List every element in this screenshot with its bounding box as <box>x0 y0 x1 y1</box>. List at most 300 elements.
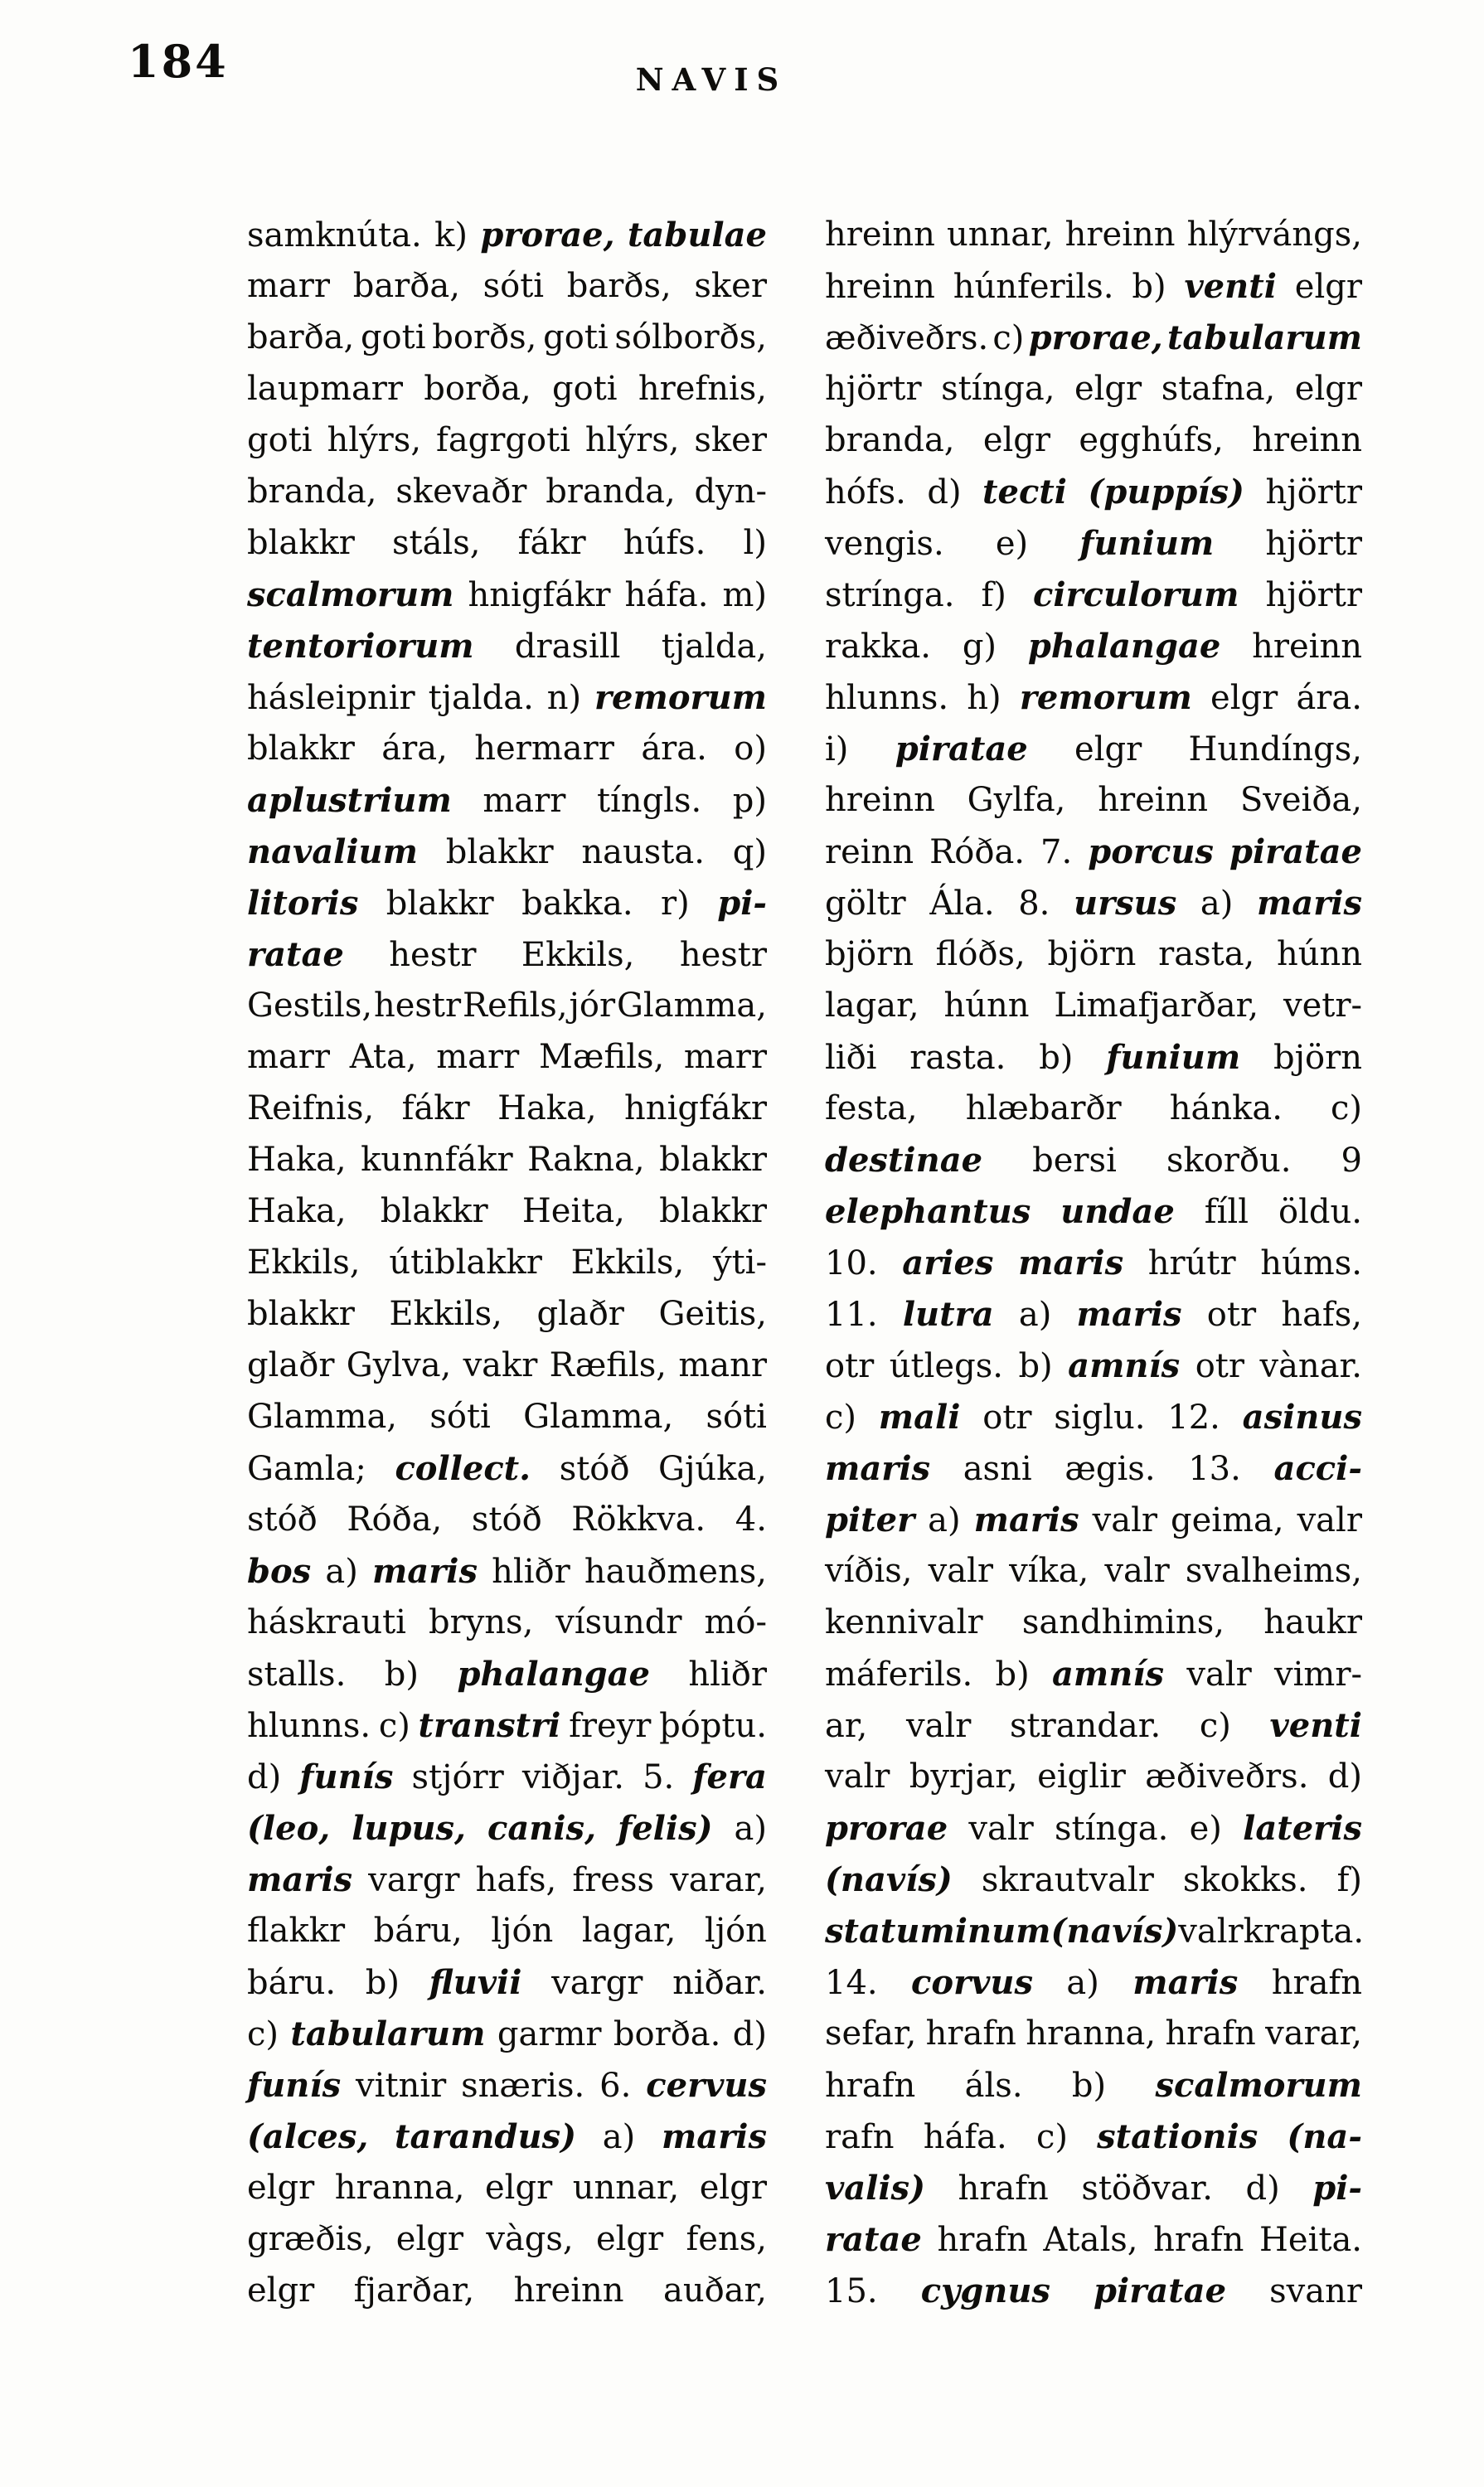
text-line <box>825 1757 1362 1809</box>
word: rafn <box>825 2118 895 2156</box>
text-line <box>825 2014 1362 2066</box>
text-line <box>247 370 767 421</box>
word: 11. <box>825 1296 878 1334</box>
word: Ekkils, <box>570 1244 685 1282</box>
word: lutra <box>902 1295 994 1334</box>
text-line <box>247 1192 767 1244</box>
word: b) <box>1071 2067 1107 2105</box>
word: laupmarr <box>247 370 404 408</box>
word: hrafn <box>1153 2221 1244 2259</box>
text-line <box>825 1346 1362 1398</box>
word: d) <box>927 473 962 511</box>
word: b) <box>384 1656 419 1694</box>
word: borða. <box>613 2015 721 2053</box>
text-line <box>825 1860 1362 1912</box>
text-line <box>825 884 1362 935</box>
left-column <box>247 216 767 2323</box>
word: goti <box>543 318 609 356</box>
text-line <box>247 1346 767 1398</box>
word: elgr <box>395 2220 463 2258</box>
text-line <box>825 575 1362 627</box>
word: elgr <box>485 2169 553 2207</box>
word: unnar, <box>946 216 1054 254</box>
word: húms. <box>1260 1244 1362 1282</box>
text-line <box>825 1192 1362 1244</box>
word: viðjar. <box>521 1758 624 1796</box>
word: ára, <box>381 730 448 768</box>
word: marr <box>247 267 331 305</box>
text-line <box>825 473 1362 524</box>
text-line <box>247 627 767 678</box>
word: otr <box>982 1399 1032 1437</box>
word: hliðr <box>688 1656 767 1694</box>
word: 15. <box>825 2272 878 2310</box>
text-line <box>247 1809 767 1860</box>
word: statuminum <box>825 1912 1051 1951</box>
word: corvus <box>911 1963 1033 2002</box>
word: freyr <box>569 1707 652 1745</box>
word: b) <box>1132 268 1166 306</box>
word: Glamma, <box>523 1398 674 1436</box>
word: 4. <box>735 1500 767 1539</box>
word: rakka. <box>825 628 932 666</box>
word: collect. <box>395 1449 531 1488</box>
word: otr <box>1195 1347 1244 1385</box>
word: báru, <box>373 1912 463 1950</box>
word: hrefnis, <box>638 370 767 408</box>
word: sóti <box>483 267 545 305</box>
word: litoris <box>247 884 359 923</box>
word: elephantus <box>825 1192 1031 1231</box>
word: r) <box>661 885 690 923</box>
word: glaðr <box>247 1346 335 1384</box>
text-line <box>247 473 767 524</box>
word: hranna, <box>334 2169 465 2207</box>
text-line <box>247 1603 767 1655</box>
word: tabulae <box>627 216 767 255</box>
word: canis, <box>487 1809 596 1848</box>
right-column <box>825 216 1365 2323</box>
word: tjalda, <box>661 628 767 666</box>
word: fíll <box>1204 1193 1249 1231</box>
word: máferils. <box>825 1656 973 1694</box>
word: hásleipnir <box>247 679 415 717</box>
word: d) <box>1327 1757 1362 1796</box>
word: drasill <box>514 628 621 666</box>
word: blakkr <box>380 1192 488 1230</box>
word: fákr <box>401 1089 470 1127</box>
word: Ræfils, <box>549 1346 667 1384</box>
word: hnigfákr <box>468 576 611 614</box>
word: hlýrvángs, <box>1186 216 1362 254</box>
word: hreinn <box>825 216 935 254</box>
word: vànar. <box>1259 1347 1362 1385</box>
word: q) <box>732 833 767 871</box>
word: hófs. <box>825 473 906 511</box>
text-line <box>825 1141 1362 1192</box>
word: valr <box>1178 1913 1244 1951</box>
text-line <box>247 987 767 1038</box>
word: auðar, <box>662 2271 767 2310</box>
word: háskrauti <box>247 1603 406 1641</box>
page-number: 184 <box>128 35 229 88</box>
word: valis) <box>825 2169 925 2208</box>
word: hrafn <box>958 2169 1049 2208</box>
word: rasta, <box>1158 935 1255 973</box>
word: stalls. <box>247 1656 347 1694</box>
word: funís <box>247 2066 342 2105</box>
text-line <box>247 1912 767 1963</box>
word: fens, <box>686 2220 767 2258</box>
word: maris <box>661 2117 767 2156</box>
word: niðar. <box>672 1964 767 2002</box>
word: Refils, <box>463 987 568 1025</box>
text-line <box>247 2220 767 2271</box>
word: flóðs, <box>935 935 1026 973</box>
word: c) <box>1035 2118 1068 2156</box>
word: piratae <box>895 730 1028 768</box>
word: marr <box>436 1038 520 1076</box>
word: c) <box>992 319 1025 357</box>
text-line <box>247 575 767 627</box>
word: f) <box>1336 1861 1362 1899</box>
text-line <box>247 832 767 884</box>
word: dyn- <box>694 473 767 511</box>
word: ursus <box>1073 884 1177 923</box>
word: valr <box>905 1707 972 1745</box>
word: húfs. <box>623 524 706 562</box>
word: asinus <box>1242 1398 1362 1437</box>
word: stínga. <box>1055 1810 1169 1848</box>
word: valr <box>968 1810 1034 1848</box>
text-line <box>825 318 1362 370</box>
word: Ata, <box>349 1038 417 1076</box>
text-line <box>247 216 767 267</box>
text-line <box>825 627 1362 678</box>
word: c) <box>1199 1707 1231 1745</box>
word: hlunns. <box>825 679 949 717</box>
word: vimr- <box>1274 1656 1362 1694</box>
word: unnar, <box>572 2169 680 2207</box>
word: Mæfils, <box>538 1038 665 1076</box>
word: húnn <box>943 987 1030 1025</box>
word: Geitis, <box>658 1295 767 1333</box>
word: a) <box>928 1501 961 1539</box>
text-line <box>825 1809 1362 1860</box>
word: mó- <box>704 1603 767 1641</box>
word: vargr <box>368 1861 460 1899</box>
word: hermarr <box>474 730 614 768</box>
word: Glamma, <box>616 987 767 1025</box>
word: hestr <box>389 936 477 974</box>
text-line <box>825 1089 1362 1141</box>
word: funís <box>299 1757 394 1796</box>
word: skevaðr <box>395 473 527 511</box>
word: aplustrium <box>247 781 452 820</box>
word: 7. <box>1040 833 1073 871</box>
word: skokks. <box>1182 1861 1308 1899</box>
word: asni <box>963 1450 1032 1488</box>
word: Gestils, <box>247 987 373 1025</box>
text-line <box>247 1295 767 1346</box>
word: b) <box>1018 1347 1053 1385</box>
word: flakkr <box>247 1912 346 1950</box>
word: c) <box>825 1399 857 1437</box>
text-line <box>825 1912 1365 1963</box>
text-line <box>247 2169 767 2220</box>
word: tabularum <box>1166 318 1362 357</box>
word: fera <box>692 1757 767 1796</box>
word: Róða, <box>347 1500 443 1539</box>
word: tecti <box>982 473 1067 511</box>
word: goti <box>552 370 618 408</box>
word: navalium <box>247 832 418 871</box>
word: maris <box>247 1860 353 1899</box>
word: lagar, <box>581 1912 677 1950</box>
word: hjörtr <box>1265 473 1362 511</box>
word: blakkr <box>659 1192 767 1230</box>
word: scalmorum <box>247 575 454 614</box>
word: sefar, <box>825 2014 917 2053</box>
word: maris <box>1256 884 1362 923</box>
word: (na- <box>1287 2117 1362 2156</box>
text-line <box>825 2169 1362 2220</box>
word: blakkr <box>247 1295 355 1333</box>
word: strandar. <box>1009 1707 1161 1745</box>
text-line <box>825 2117 1362 2169</box>
word: glaðr <box>536 1295 624 1333</box>
text-line <box>247 524 767 575</box>
word: sandhimins, <box>1021 1603 1225 1641</box>
text-line <box>825 1655 1362 1706</box>
word: samknúta. <box>247 216 422 255</box>
word: ýti- <box>713 1244 767 1282</box>
text-line <box>825 2220 1362 2271</box>
text-line <box>825 935 1362 987</box>
word: c) <box>247 2015 279 2053</box>
word: háfa. <box>923 2118 1007 2156</box>
word: vargr <box>551 1964 643 2002</box>
word: hliðr <box>492 1553 570 1591</box>
text-line <box>825 1603 1362 1655</box>
word: jór <box>569 987 616 1025</box>
word: a) <box>1066 1964 1099 2002</box>
word: (navís) <box>1050 1912 1179 1951</box>
word: blakkr <box>247 730 355 768</box>
word: ára. <box>1296 679 1362 717</box>
text-line <box>825 1449 1362 1500</box>
word: stjórr <box>411 1758 504 1796</box>
text-line <box>247 2014 767 2066</box>
word: h) <box>967 679 1001 717</box>
word: Heita. <box>1259 2221 1362 2259</box>
word: fjarðar, <box>353 2271 475 2310</box>
word: húnferils. <box>953 268 1114 306</box>
word: fákr <box>517 524 586 562</box>
word: goti <box>360 318 426 356</box>
word: maris <box>1132 1963 1239 2002</box>
text-line <box>247 421 767 473</box>
word: undae <box>1060 1192 1175 1231</box>
word: felis) <box>618 1809 713 1848</box>
word: remorum <box>1019 678 1192 717</box>
word: phalangae <box>1027 627 1221 666</box>
text-line <box>825 678 1362 730</box>
word: (puppís) <box>1088 473 1244 511</box>
word: rasta. <box>909 1039 1006 1077</box>
word: hlýrs, <box>584 421 680 459</box>
word: hrútr <box>1147 1244 1236 1282</box>
word: öldu. <box>1278 1193 1362 1231</box>
word: o) <box>734 730 767 768</box>
word: b) <box>995 1656 1030 1694</box>
text-line <box>825 524 1362 575</box>
word: ægis. <box>1065 1450 1156 1488</box>
word: maris <box>1018 1244 1124 1282</box>
word: blakkr <box>386 885 494 923</box>
word: nausta. <box>581 833 705 871</box>
text-line <box>247 2271 767 2323</box>
word: tentoriorum <box>247 627 474 666</box>
word: ratae <box>247 935 344 974</box>
word: pi- <box>717 884 767 923</box>
word: bos <box>247 1552 312 1591</box>
word: funium <box>1079 524 1215 563</box>
word: stöðvar. <box>1081 2169 1213 2208</box>
word: bersi <box>1032 1142 1117 1180</box>
word: bryns, <box>428 1603 534 1641</box>
word: strínga. <box>825 576 955 614</box>
word: (alces, <box>247 2117 369 2156</box>
word: varar, <box>670 1861 767 1899</box>
word: hánka. <box>1169 1089 1283 1127</box>
word: venti <box>1269 1706 1362 1745</box>
word: snæris. <box>461 2067 585 2105</box>
word: Glamma, <box>247 1398 398 1436</box>
text-line <box>825 730 1362 781</box>
word: Ekkils, <box>389 1295 502 1333</box>
word: valr <box>1186 1656 1252 1694</box>
word: valr <box>1092 1501 1158 1539</box>
text-line <box>247 1449 767 1500</box>
word: a) <box>734 1810 767 1848</box>
word: c) <box>378 1707 410 1745</box>
word: ar, <box>825 1707 868 1745</box>
text-line <box>825 1963 1362 2014</box>
word: sker <box>694 421 767 459</box>
word: borða, <box>424 370 531 408</box>
word: a) <box>602 2118 636 2156</box>
word: tarandus) <box>395 2117 577 2156</box>
word: maris <box>1076 1295 1182 1334</box>
word: blakkr <box>659 1141 767 1179</box>
word: circulorum <box>1032 575 1239 614</box>
word: garmr <box>497 2015 602 2053</box>
word: elgr <box>247 2169 315 2207</box>
word: piratae <box>1094 2271 1227 2310</box>
word: sker <box>694 267 767 305</box>
word: a) <box>1200 885 1234 923</box>
word: Gamla; <box>247 1450 366 1488</box>
word: pi- <box>1312 2169 1362 2208</box>
word: 6. <box>599 2067 632 2105</box>
word: hlýrs, <box>327 421 422 459</box>
word: porcus <box>1088 832 1214 871</box>
text-line <box>825 987 1362 1038</box>
word: hrafn <box>1271 1964 1362 2002</box>
word: manr <box>678 1346 767 1384</box>
word: prorae, <box>480 216 615 255</box>
word: elgr <box>1294 268 1362 306</box>
word: elgr <box>699 2169 767 2207</box>
word: Sveiða, <box>1239 781 1362 819</box>
word: Heita, <box>521 1192 625 1230</box>
word: barða, <box>352 267 460 305</box>
word: útlegs. <box>889 1347 1003 1385</box>
word: d) <box>732 2015 767 2053</box>
word: funium <box>1106 1038 1241 1077</box>
word: Róða. <box>929 833 1025 871</box>
word: maris <box>371 1552 478 1591</box>
word: borðs, <box>432 318 537 356</box>
word: hreinn <box>513 2271 624 2310</box>
text-line <box>247 1038 767 1089</box>
word: tjalda. <box>428 679 534 717</box>
word: sóti <box>429 1398 491 1436</box>
word: siglu. <box>1054 1399 1146 1437</box>
word: mali <box>878 1398 961 1437</box>
word: áls. <box>964 2067 1023 2105</box>
word: hlunns. <box>247 1707 371 1745</box>
word: Atals, <box>1043 2221 1138 2259</box>
word: Ekkils, <box>521 936 635 974</box>
word: liði <box>825 1039 877 1077</box>
text-line <box>247 1860 767 1912</box>
text-line <box>247 1655 767 1706</box>
word: ratae <box>825 2220 922 2259</box>
word: stáls, <box>392 524 481 562</box>
word: báru. <box>247 1964 337 2002</box>
word: geima, <box>1171 1501 1284 1539</box>
word: goti <box>247 421 313 459</box>
word: Gylva, <box>346 1346 452 1384</box>
word: (navís) <box>825 1860 953 1899</box>
word: Rökkva. <box>571 1500 706 1539</box>
word: barðs, <box>566 267 672 305</box>
word: byrjar, <box>909 1757 1018 1796</box>
word: græðis, <box>247 2220 374 2258</box>
word: Haka, <box>247 1192 347 1230</box>
word: útiblakkr <box>389 1244 542 1282</box>
word: fagrgoti <box>436 421 570 459</box>
word: 12. <box>1167 1399 1220 1437</box>
word: sólborðs, <box>614 318 767 356</box>
word: hjörtr <box>1265 525 1362 563</box>
word: branda, <box>546 473 676 511</box>
word: venti <box>1184 267 1277 306</box>
word: vetr- <box>1283 987 1362 1025</box>
word: stationis <box>1097 2117 1258 2156</box>
word: i) <box>825 730 849 768</box>
word: (leo, <box>247 1809 331 1848</box>
word: valr <box>1297 1501 1362 1539</box>
text-line <box>825 1552 1362 1603</box>
word: hreinn <box>825 781 935 819</box>
word: haukr <box>1263 1603 1362 1641</box>
word: tabularum <box>290 2014 486 2053</box>
word: e) <box>995 525 1029 563</box>
word: b) <box>365 1964 400 2002</box>
